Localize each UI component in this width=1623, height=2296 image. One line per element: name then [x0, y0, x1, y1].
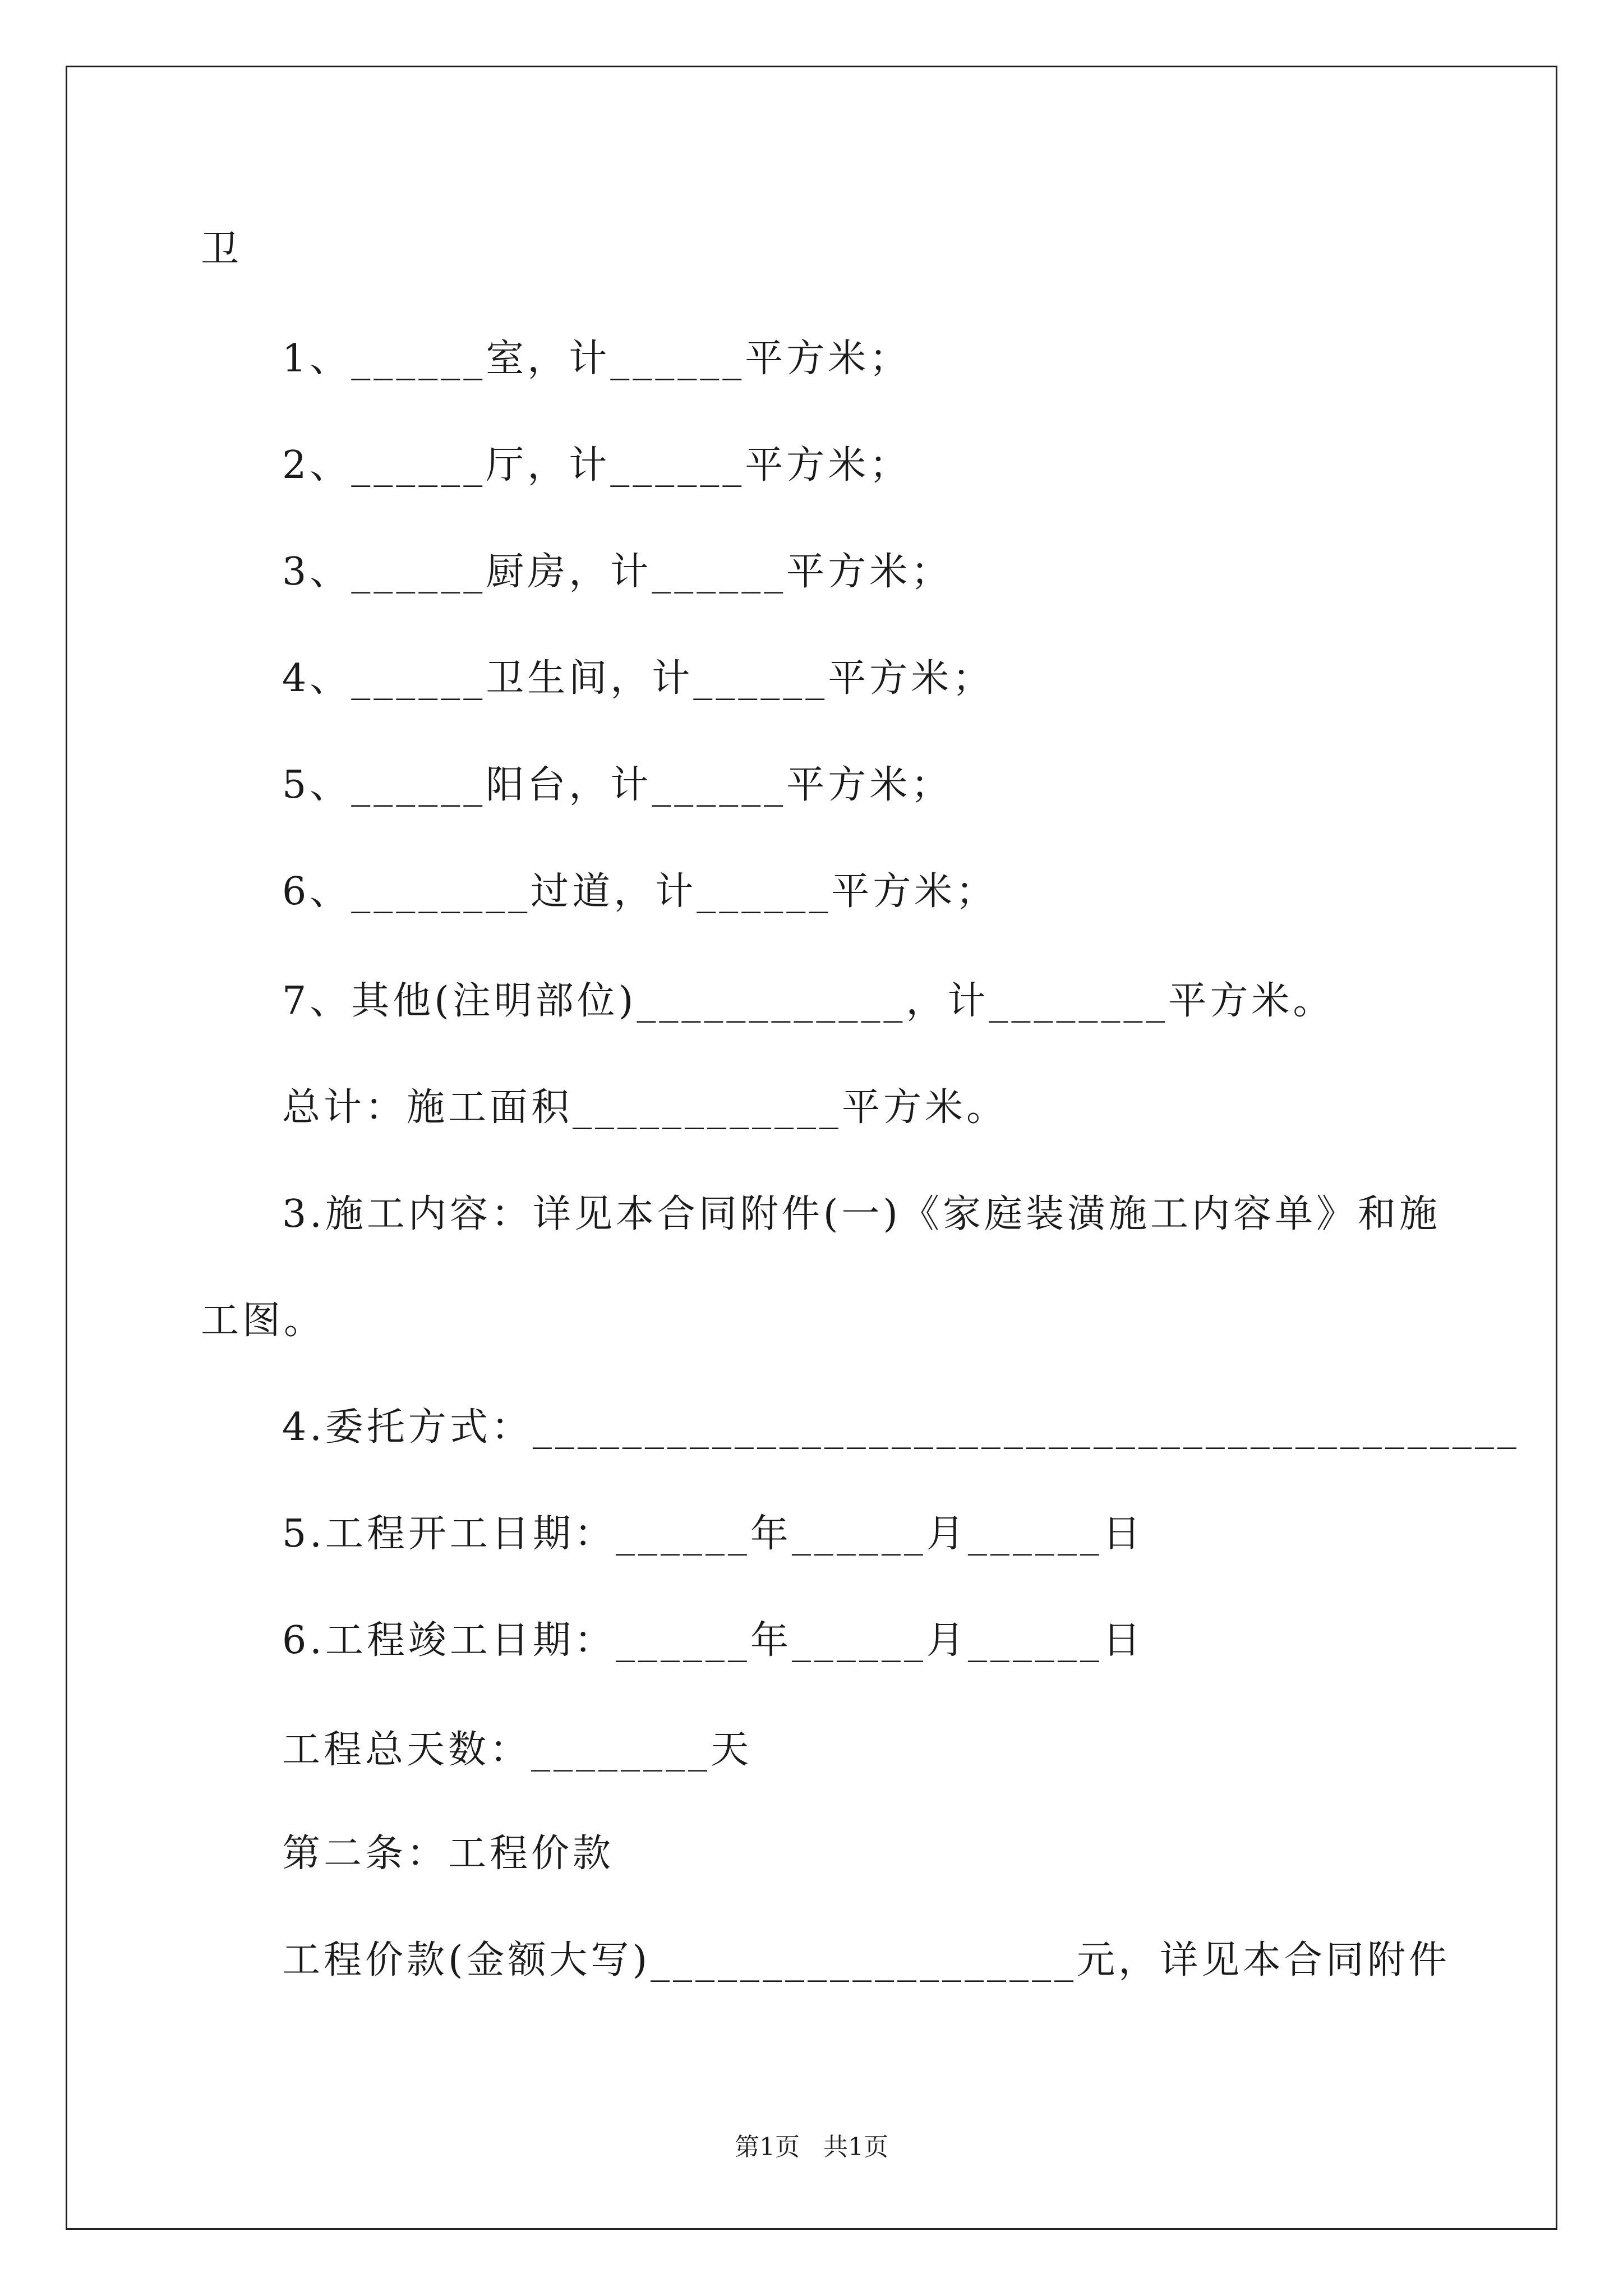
text-line-5: 5、______阳台，计______平方米； [282, 763, 953, 807]
text-line-10: 工图。 [201, 1299, 326, 1343]
text-line-0: 卫 [201, 227, 243, 272]
page-border [66, 66, 1557, 2230]
text-line-11: 4.委托方式：____________________________________________ [282, 1405, 1520, 1450]
text-line-4: 4、______卫生间，计______平方米； [282, 656, 994, 701]
text-line-16: 工程价款(金额大写)___________________元，详见本合同附件 [282, 1938, 1451, 1982]
text-line-13: 6.工程竣工日期：______年______月______日 [282, 1618, 1144, 1663]
text-line-14: 工程总天数：________天 [282, 1728, 753, 1772]
text-line-3: 3、______厨房，计______平方米； [282, 550, 953, 594]
text-line-15: 第二条：工程价款 [282, 1832, 615, 1876]
text-line-9: 3.施工内容：详见本合同附件(一)《家庭装潢施工内容单》和施 [282, 1192, 1441, 1236]
text-line-2: 2、______厅，计______平方米； [282, 443, 911, 487]
page-footer: 第1页 共1页 [735, 2133, 888, 2161]
text-line-12: 5.工程开工日期：______年______月______日 [282, 1512, 1144, 1556]
text-line-6: 6、________过道，计______平方米； [282, 869, 998, 914]
text-line-8: 总计：施工面积____________平方米。 [282, 1085, 1008, 1130]
text-line-1: 1、______室，计______平方米； [282, 337, 911, 381]
text-line-7: 7、其他(注明部位)____________，计________平方米。 [282, 979, 1335, 1023]
